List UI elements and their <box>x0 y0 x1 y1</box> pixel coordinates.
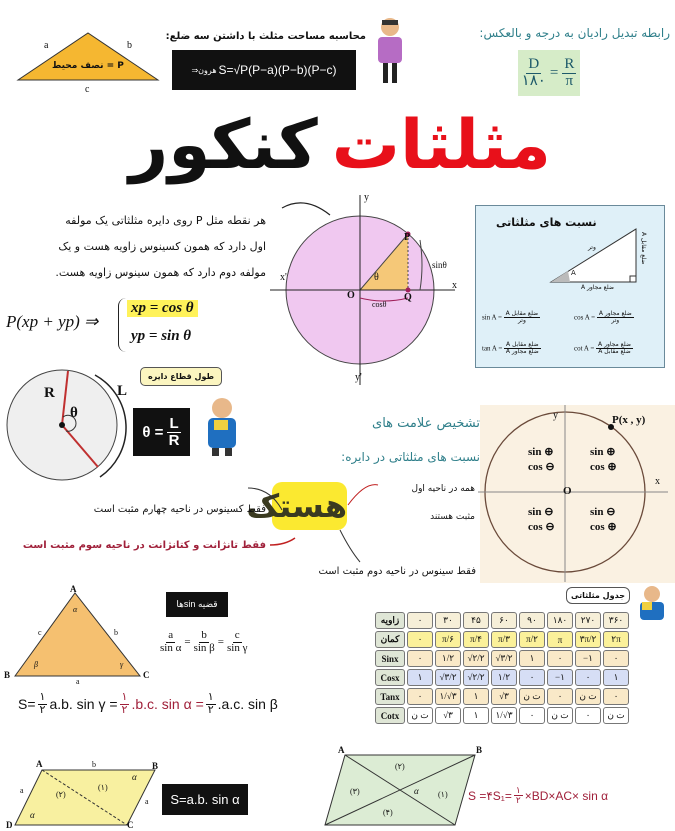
parallelogram-formula: S=a.b. sin α <box>162 784 248 815</box>
desc-line: اول دارد که همون کسینوس زاویه هست و یک <box>58 240 266 253</box>
table-cell: −۱ <box>575 650 601 667</box>
side-c-label: c <box>38 628 42 637</box>
table-cell: π/۶ <box>435 631 461 648</box>
row-label: کمان <box>375 631 405 648</box>
row-label: زاویه <box>375 612 405 629</box>
sector-theta: θ <box>70 405 78 421</box>
side-a-label: a <box>76 677 80 686</box>
table-row <box>375 688 629 705</box>
para-vertex-b: B <box>152 761 159 771</box>
table-row <box>375 612 629 629</box>
sector-diagram <box>0 365 128 485</box>
vertex-c: C <box>143 670 150 680</box>
axis-x: x <box>452 280 457 291</box>
para-side-b: b <box>92 760 96 769</box>
table-cell: ۲۷۰ <box>575 612 601 629</box>
quadrant-1-signs: sin ⊕ cos ⊕ <box>590 446 617 473</box>
cos-label: cosθ <box>372 300 387 309</box>
quad-region-3: (۳) <box>350 787 360 796</box>
radian-num: R <box>564 55 575 72</box>
cartoon-thinking-icon <box>200 390 250 460</box>
radius-label: R <box>44 385 55 401</box>
mnemonic-hastak: هستک <box>272 482 347 530</box>
angle-beta: β <box>34 660 38 669</box>
axis-y: y <box>364 192 369 203</box>
table-cell: ۰ <box>603 650 629 667</box>
cos-fourth-text: فقط کسینوس در ناحیه چهارم مثبت است <box>93 504 266 515</box>
row-label: Cosx <box>375 669 405 686</box>
opp-label: ضلع مقابل A <box>640 232 647 265</box>
law-sines-title: قضیه sinها <box>166 592 228 617</box>
table-cell: π/۴ <box>463 631 489 648</box>
para-side-a: a <box>20 786 24 795</box>
yp-formula: yp = sin θ <box>131 328 192 344</box>
table-cell: ۰ <box>547 650 573 667</box>
sector-label: طول قطاع دایره <box>140 367 222 386</box>
row-label: Sinx <box>375 650 405 667</box>
table-cell: √۳/۲ <box>491 650 517 667</box>
sign-point-label: P(x , y) <box>612 414 646 426</box>
quad-region-4: (۴) <box>383 808 393 817</box>
table-cell: ۰ <box>547 688 573 705</box>
p-coordinates: P(xp + yp) ⇒ <box>6 312 99 331</box>
vertex-b: B <box>4 670 11 680</box>
quad-alpha: α <box>414 786 419 796</box>
desc-line: مولفه دوم دارد که همون سینوس زاویه هست. <box>55 266 266 279</box>
axis-y-prime: y' <box>355 372 362 383</box>
table-cell: ۱ <box>407 669 433 686</box>
row-label: Cotx <box>375 707 405 724</box>
side-c: c <box>85 84 90 95</box>
all-first-text-2: مثبت هستند <box>430 512 475 522</box>
row-label: Tanx <box>375 688 405 705</box>
unit-circle-diagram <box>270 190 470 385</box>
xp-formula: xp = cos θ <box>127 300 198 317</box>
table-cell: √۲/۲ <box>463 669 489 686</box>
table-cell: ۰ <box>575 707 601 724</box>
table-cell: ۴۵ <box>463 612 489 629</box>
table-cell: ت ن <box>575 688 601 705</box>
cos-ratio: cos A = $\frac{\text{ضلع مجاور A}}{\text{وتر}}$ <box>574 310 632 325</box>
table-cell: ۳۰ <box>435 612 461 629</box>
quadrant-2-signs: sin ⊕ cos ⊖ <box>528 446 555 473</box>
table-cell: √۳ <box>435 707 461 724</box>
mnemonic-arrows <box>240 470 390 580</box>
degree-den: ۱۸۰ <box>521 72 546 89</box>
point-p-label: P <box>404 232 411 243</box>
sign-y-axis: y <box>553 410 558 421</box>
para-alpha-1: α <box>132 772 137 782</box>
origin-label: O <box>347 290 355 301</box>
table-row <box>375 707 629 724</box>
cot-ratio: cot A = $\frac{\text{ضلع مجاور A}}{\text{ضلع مقابل A}}$ <box>574 341 631 356</box>
table-cell: π <box>547 631 573 648</box>
table-cell: ۱/۲ <box>435 650 461 667</box>
table-cell: ۳۶۰ <box>603 612 629 629</box>
table-cell: ت ن <box>603 707 629 724</box>
degree-num: D <box>528 55 540 72</box>
quad-diagram <box>320 745 483 831</box>
region-1: (۱) <box>98 783 108 792</box>
signs-title-1: تشخیص علامت های <box>372 416 480 431</box>
table-cell: ۰ <box>407 631 433 648</box>
sign-circle <box>478 400 675 585</box>
table-cell: √۲/۲ <box>463 650 489 667</box>
para-vertex-d: D <box>6 820 13 830</box>
table-cell: ۱ <box>603 669 629 686</box>
quadrant-3-signs: sin ⊖ cos ⊖ <box>528 506 555 533</box>
heron-title: محاسبه مساحت مثلث با داشتن سه ضلع: <box>165 31 366 42</box>
table-cell: ۰ <box>603 688 629 705</box>
point-q-label: Q <box>404 292 412 303</box>
table-cell: ۱ <box>463 688 489 705</box>
heron-formula: S=√P(P−a)(P−b)(P−c) <box>218 63 337 77</box>
sign-x-axis: x <box>655 476 660 487</box>
tan-ratio: tan A = $\frac{\text{ضلع مقابل A}}{\text{ضلع مجاور A}}$ <box>482 341 539 356</box>
angle-alpha: α <box>73 605 78 614</box>
region-2: (۲) <box>56 790 66 799</box>
table-cell: ۲π <box>603 631 629 648</box>
table-cell: ۰ <box>519 707 545 724</box>
title-black: کنکور <box>129 106 318 185</box>
table-row <box>375 631 629 648</box>
radian-den: π <box>565 72 574 89</box>
table-cell: ۱۸۰ <box>547 612 573 629</box>
hyp-label: وتر <box>588 244 596 251</box>
page-title <box>120 104 560 188</box>
law-sines-triangle <box>5 585 155 685</box>
vertex-a: A <box>70 584 77 594</box>
unit-circle-description <box>8 208 266 286</box>
table-cell: √۳ <box>491 688 517 705</box>
quadrant-4-signs: sin ⊖ cos ⊕ <box>590 506 617 533</box>
table-cell: π/۳ <box>491 631 517 648</box>
sin-label: sinθ <box>432 260 447 270</box>
sin-second-text: فقط سینوس در ناحیه دوم مثبت است <box>318 566 476 577</box>
all-first-text: همه در ناحیه اول <box>411 484 475 494</box>
table-cell: ۱ <box>519 650 545 667</box>
para-vertex-a: A <box>36 759 43 769</box>
table-cell: ۱/√۳ <box>435 688 461 705</box>
table-cell: ۰ <box>575 669 601 686</box>
sin-ratio: sin A = $\frac{\text{ضلع مقابل A}}{\text{وتر}}$ <box>482 310 539 325</box>
parallelogram-diagram <box>5 760 165 831</box>
table-row <box>375 650 629 667</box>
triangle-area-formula: S= $\frac{۱}{۲}$ a.b. sin γ = $\frac{۱}{۲}$ .b.c. sin α = $\frac{۱}{۲}$ .a.c. sin β <box>18 691 278 716</box>
angle-gamma: γ <box>120 660 124 669</box>
table-cell: ۱/√۳ <box>491 707 517 724</box>
trig-table <box>373 610 631 726</box>
table-row <box>375 669 629 686</box>
trig-ratios-box <box>475 205 665 368</box>
para-side-a2: a <box>145 797 149 806</box>
table-cell: ۶۰ <box>491 612 517 629</box>
table-cell: √۳/۲ <box>435 669 461 686</box>
table-cell: ت ن <box>547 707 573 724</box>
table-title: جدول مثلثاتی <box>566 587 630 604</box>
table-cell: ۱ <box>463 707 489 724</box>
table-cell: ۰ <box>407 612 433 629</box>
table-cell: ت ن <box>407 707 433 724</box>
right-triangle <box>546 224 646 292</box>
tan-third-text: فقط تانژانت و کتانژانت در ناحیه سوم مثبت است <box>22 540 266 551</box>
ratios-title: نسبت های مثلثاتی <box>496 216 597 229</box>
para-alpha-2: α <box>30 810 35 820</box>
radian-title: رابطه تبدیل رادیان به درجه و بالعکس: <box>479 26 670 40</box>
law-sines-formula: $\frac{a}{\text{sin α}}$ = $\frac{b}{\text{sin β}}$ = $\frac{c}{\text{sin γ}}$ <box>160 629 248 654</box>
semi-perimeter-label: P = نصف محیط <box>52 61 124 71</box>
side-a: a <box>44 40 49 51</box>
table-cell: ۰ <box>407 688 433 705</box>
title-red: مثلثات <box>331 106 551 185</box>
adj-label: ضلع مجاور A <box>581 284 614 291</box>
arc-length-label: L <box>117 383 128 399</box>
axis-x-prime: x' <box>280 272 287 283</box>
table-cell: ۰ <box>407 650 433 667</box>
desc-line: هر نقطه مثل P روی دایره مثلثاتی یک مولفه <box>65 214 266 227</box>
side-b-label: b <box>114 628 118 637</box>
equals: = <box>549 64 559 81</box>
cartoon-reader-icon <box>636 584 668 624</box>
sector-formula: θ = $\frac{L}{R}$ <box>133 408 190 456</box>
table-cell: π/۲ <box>519 631 545 648</box>
table-cell: ۰ <box>519 669 545 686</box>
quad-region-1: (۱) <box>438 790 448 799</box>
sign-origin: O <box>563 485 572 497</box>
table-cell: −۱ <box>547 669 573 686</box>
table-cell: ۱/۲ <box>491 669 517 686</box>
cartoon-man-icon <box>372 15 408 87</box>
heron-formula-box <box>172 50 356 90</box>
theta-label: θ <box>374 272 379 283</box>
heron-prefix: هرون⇒ <box>191 65 217 75</box>
radian-formula <box>518 50 580 96</box>
side-b: b <box>127 40 132 51</box>
quad-vertex-b: B <box>476 745 483 755</box>
angle-a-label: A <box>571 269 576 277</box>
quad-vertex-a: A <box>338 745 345 755</box>
table-cell: ۹۰ <box>519 612 545 629</box>
signs-title-2: نسبت های مثلثاتی در دایره: <box>341 450 480 464</box>
table-cell: ت ن <box>519 688 545 705</box>
quad-region-2: (۲) <box>395 762 405 771</box>
table-cell: ۳π/۲ <box>575 631 601 648</box>
para-vertex-c: C <box>127 820 134 830</box>
quad-formula: S =۴S₁= $\frac{۱}{۲}$ ×BD×AC× sin α <box>468 785 609 806</box>
